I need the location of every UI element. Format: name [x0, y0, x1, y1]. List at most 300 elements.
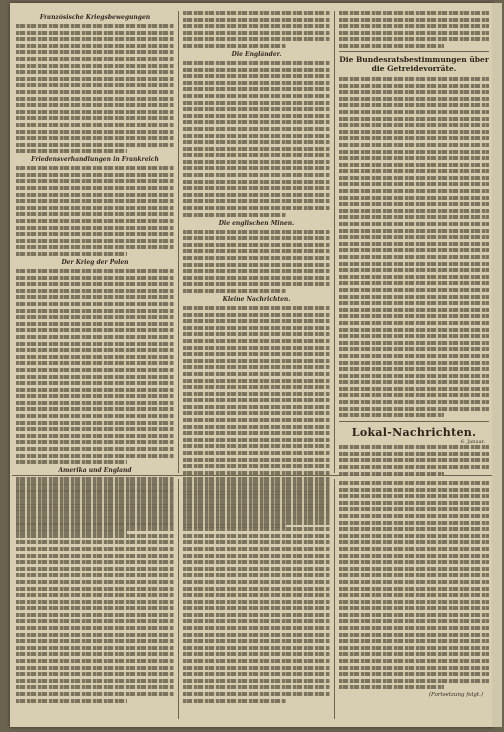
text-line [16, 679, 174, 683]
text-line [183, 120, 330, 124]
text-line [183, 619, 330, 623]
text-line [183, 521, 330, 525]
text-line [339, 613, 489, 617]
text-line [183, 540, 330, 544]
column-rule [178, 11, 179, 473]
text-line [183, 547, 330, 551]
text-line [339, 685, 444, 689]
text-line [183, 372, 330, 376]
text-line [16, 580, 174, 584]
text-line [183, 392, 330, 396]
text-line [16, 97, 174, 101]
text-line [183, 319, 330, 323]
text-line [339, 176, 489, 180]
text-line [183, 580, 330, 584]
text-line [16, 440, 174, 444]
text-line [339, 507, 489, 511]
text-line [183, 613, 330, 617]
feuilleton-column-3 [339, 481, 489, 698]
text-line [16, 394, 174, 398]
feuilleton-column-2 [183, 481, 330, 705]
text-line [339, 600, 489, 604]
text-line [183, 431, 330, 435]
text-line [183, 127, 330, 131]
text-line [16, 269, 174, 273]
column-rule [334, 479, 335, 719]
text-line [16, 573, 174, 577]
text-line [16, 626, 174, 630]
text-line [339, 393, 489, 397]
text-line [183, 193, 330, 197]
text-line [16, 521, 174, 525]
text-line [183, 306, 330, 310]
text-line [183, 554, 330, 558]
article-heading: Die Engländer. [231, 50, 282, 58]
text-line [183, 567, 330, 571]
text-line [16, 309, 174, 313]
text-line [183, 481, 330, 485]
text-line [16, 123, 174, 127]
text-line [16, 219, 174, 223]
text-line [16, 672, 174, 676]
text-line [183, 458, 330, 462]
text-line [339, 328, 489, 332]
text-line [339, 229, 489, 233]
text-line [183, 573, 330, 577]
text-line [339, 117, 489, 121]
text-line [183, 501, 330, 505]
text-line [16, 212, 174, 216]
text-line [16, 501, 174, 505]
text-line [339, 354, 489, 358]
text-line [183, 346, 330, 350]
text-line [339, 130, 489, 134]
text-line [339, 215, 489, 219]
page-edge [492, 3, 502, 727]
text-line [183, 37, 330, 41]
article-heading: Die englischen Minen. [218, 219, 295, 227]
text-line [339, 347, 489, 351]
text-line [183, 425, 330, 429]
text-line [16, 447, 174, 451]
text-line [16, 646, 174, 650]
text-line [339, 400, 489, 404]
column-rule [334, 11, 335, 473]
text-line [183, 289, 286, 293]
text-line [339, 110, 489, 114]
text-line [16, 481, 174, 485]
text-line [16, 44, 174, 48]
text-line [339, 567, 489, 571]
text-line [16, 77, 174, 81]
text-line [183, 81, 330, 85]
text-line [16, 699, 127, 703]
text-line [16, 103, 174, 107]
text-line [183, 352, 330, 356]
text-line [183, 206, 330, 210]
text-line [339, 288, 489, 292]
text-line [339, 606, 489, 610]
text-line [183, 74, 330, 78]
text-line [183, 593, 330, 597]
text-line [339, 24, 489, 28]
text-line [16, 527, 174, 531]
text-line [16, 70, 174, 74]
column-rule [178, 479, 179, 719]
text-line [183, 147, 330, 151]
text-line [339, 18, 489, 22]
text-line [339, 209, 489, 213]
text-line [339, 646, 489, 650]
text-line [183, 418, 330, 422]
text-line [183, 44, 286, 48]
text-line [183, 166, 330, 170]
text-line [16, 368, 174, 372]
text-line [339, 295, 489, 299]
text-line [16, 116, 174, 120]
text-line [339, 202, 489, 206]
text-line [16, 282, 174, 286]
text-line [16, 130, 174, 134]
text-line [339, 169, 489, 173]
text-line [183, 282, 330, 286]
text-line [339, 308, 489, 312]
text-line [339, 587, 489, 591]
text-line [16, 193, 174, 197]
text-line [183, 514, 330, 518]
text-line [16, 388, 174, 392]
text-line [16, 226, 174, 230]
text-line [16, 31, 174, 35]
text-line [339, 361, 489, 365]
text-line [339, 488, 489, 492]
text-line [16, 90, 174, 94]
text-line [16, 434, 174, 438]
text-line [16, 252, 127, 256]
text-line [339, 521, 489, 525]
text-line [339, 31, 489, 35]
article-heading: Der Krieg der Polen [61, 259, 129, 266]
text-line [339, 652, 489, 656]
text-line [339, 156, 489, 160]
text-line [16, 24, 174, 28]
text-line [16, 381, 174, 385]
text-line [183, 230, 330, 234]
text-line [183, 405, 330, 409]
text-line [339, 540, 489, 544]
text-line [16, 454, 174, 458]
text-line [339, 465, 489, 469]
text-line [16, 407, 174, 411]
text-line [16, 593, 174, 597]
text-line [183, 236, 330, 240]
text-line [16, 460, 127, 464]
text-line [183, 606, 330, 610]
text-line [183, 685, 330, 689]
text-line [16, 606, 174, 610]
text-line [339, 672, 489, 676]
text-line [16, 488, 174, 492]
text-line [16, 199, 174, 203]
text-line [183, 263, 330, 267]
text-line [16, 143, 174, 147]
text-line [16, 587, 174, 591]
text-line [183, 527, 330, 531]
text-line [16, 322, 174, 326]
text-line [183, 679, 330, 683]
text-line [16, 179, 174, 183]
text-line [16, 361, 174, 365]
text-line [16, 421, 174, 425]
text-line [16, 534, 174, 538]
article-heading: Amerika und England [58, 467, 132, 475]
text-line [183, 633, 330, 637]
text-line [339, 90, 489, 94]
text-line [183, 692, 330, 696]
text-line [183, 339, 330, 343]
text-line [183, 438, 330, 442]
text-line [339, 222, 489, 226]
text-line [339, 143, 489, 147]
text-line [16, 50, 174, 54]
text-line [16, 600, 174, 604]
text-line [339, 413, 444, 417]
text-line [183, 213, 286, 217]
text-line [16, 414, 174, 418]
text-line [339, 255, 489, 259]
text-line [183, 269, 330, 273]
text-line [183, 379, 330, 383]
text-line [16, 206, 174, 210]
newspaper-page [10, 3, 494, 727]
text-line [183, 699, 286, 703]
text-line [339, 560, 489, 564]
text-line [16, 276, 174, 280]
text-line [183, 243, 330, 247]
text-line [339, 407, 489, 411]
text-line [183, 199, 330, 203]
text-line [339, 534, 489, 538]
text-line [16, 401, 174, 405]
text-line [339, 367, 489, 371]
text-line [339, 445, 489, 449]
text-line [183, 140, 330, 144]
text-line [339, 123, 489, 127]
text-line [183, 534, 330, 538]
text-line [183, 160, 330, 164]
text-line [339, 281, 489, 285]
text-line [339, 242, 489, 246]
text-line [16, 239, 174, 243]
text-line [16, 302, 174, 306]
text-line [339, 458, 489, 462]
text-line [183, 560, 330, 564]
text-line [183, 587, 330, 591]
text-line [183, 18, 330, 22]
text-line [183, 87, 330, 91]
text-line [183, 672, 330, 676]
text-line [339, 639, 489, 643]
text-line [16, 186, 174, 190]
text-line [339, 387, 489, 391]
article-heading: Französische Kriegsbewegungen [39, 14, 151, 21]
text-line [339, 527, 489, 531]
text-line [183, 626, 330, 630]
text-line [16, 633, 174, 637]
text-line [16, 289, 174, 293]
text-line [339, 182, 489, 186]
text-line [339, 494, 489, 498]
text-line [16, 685, 174, 689]
text-line [16, 560, 174, 564]
text-line [339, 501, 489, 505]
article-heading: Friedensverhandlungen in Frankreich [31, 156, 159, 164]
text-line [183, 646, 330, 650]
text-line [339, 626, 489, 630]
text-line [339, 374, 489, 378]
text-line [183, 153, 330, 157]
text-line [339, 573, 489, 577]
text-line [16, 348, 174, 352]
text-line [183, 24, 330, 28]
text-line [339, 275, 489, 279]
text-line [183, 332, 330, 336]
text-line [339, 321, 489, 325]
text-line [16, 328, 174, 332]
text-line [339, 666, 489, 670]
text-line [183, 365, 330, 369]
text-line [16, 619, 174, 623]
date-line: 6. Januar. [460, 439, 485, 446]
text-line [16, 355, 174, 359]
text-line [183, 61, 330, 65]
text-line [183, 652, 330, 656]
text-line [183, 659, 330, 663]
text-line [183, 471, 330, 475]
text-line [339, 77, 489, 81]
text-line [183, 313, 330, 317]
text-line [16, 37, 174, 41]
text-line [183, 276, 330, 280]
left-column [16, 11, 174, 537]
text-line [183, 411, 330, 415]
text-line [183, 398, 330, 402]
text-line [16, 659, 174, 663]
text-line [339, 619, 489, 623]
text-line [16, 110, 174, 114]
text-line [339, 248, 489, 252]
text-line [339, 189, 489, 193]
text-line [16, 149, 127, 153]
text-line [183, 249, 330, 253]
text-line [183, 256, 330, 260]
text-line [16, 342, 174, 346]
text-line [183, 134, 330, 138]
text-line [339, 380, 489, 384]
text-line [339, 97, 489, 101]
right-column [339, 11, 489, 478]
text-line [339, 659, 489, 663]
text-line [339, 481, 489, 485]
text-line [183, 600, 330, 604]
text-line [339, 547, 489, 551]
text-line [339, 593, 489, 597]
text-line [183, 359, 330, 363]
text-line [16, 136, 174, 140]
text-line [16, 83, 174, 87]
text-line [16, 173, 174, 177]
text-line [339, 554, 489, 558]
text-line [183, 639, 330, 643]
text-line [183, 507, 330, 511]
text-line [183, 11, 330, 15]
text-line [183, 68, 330, 72]
text-line [339, 235, 489, 239]
text-line [339, 163, 489, 167]
text-line [339, 580, 489, 584]
text-line [16, 540, 174, 544]
text-line [16, 567, 174, 571]
text-line [339, 196, 489, 200]
text-line [339, 633, 489, 637]
text-line [183, 385, 330, 389]
text-line [16, 639, 174, 643]
text-line [339, 301, 489, 305]
text-line [339, 44, 444, 48]
text-line [16, 295, 174, 299]
text-line [183, 31, 330, 35]
text-line [183, 114, 330, 118]
text-line [183, 180, 330, 184]
text-line [339, 514, 489, 518]
lokal-heading: Lokal-Nachrichten. [351, 426, 477, 440]
text-line [16, 547, 174, 551]
text-line [16, 652, 174, 656]
text-line [183, 464, 330, 468]
text-line [339, 679, 489, 683]
text-line [339, 103, 489, 107]
text-line [183, 101, 330, 105]
article-heading: Die Bundesratsbestimmungen über die Getreidevorräte. [339, 54, 489, 73]
text-line [16, 494, 174, 498]
text-line [339, 472, 444, 476]
feuilleton-column-1 [16, 481, 174, 705]
text-line [339, 136, 489, 140]
text-line [339, 37, 489, 41]
text-line [183, 494, 330, 498]
text-line [16, 166, 174, 170]
text-line [183, 94, 330, 98]
text-line [16, 666, 174, 670]
text-line [339, 341, 489, 345]
middle-column [183, 11, 330, 530]
text-line [339, 452, 489, 456]
text-line [16, 375, 174, 379]
text-line [183, 444, 330, 448]
text-line [339, 84, 489, 88]
text-line [339, 314, 489, 318]
text-line [16, 507, 174, 511]
article-heading: Kleine Nachrichten. [222, 295, 291, 303]
text-line [183, 451, 330, 455]
text-line [183, 326, 330, 330]
text-line [16, 245, 174, 249]
text-line [16, 692, 174, 696]
text-line [183, 186, 330, 190]
text-line [183, 107, 330, 111]
text-line [183, 173, 330, 177]
text-line [339, 268, 489, 272]
